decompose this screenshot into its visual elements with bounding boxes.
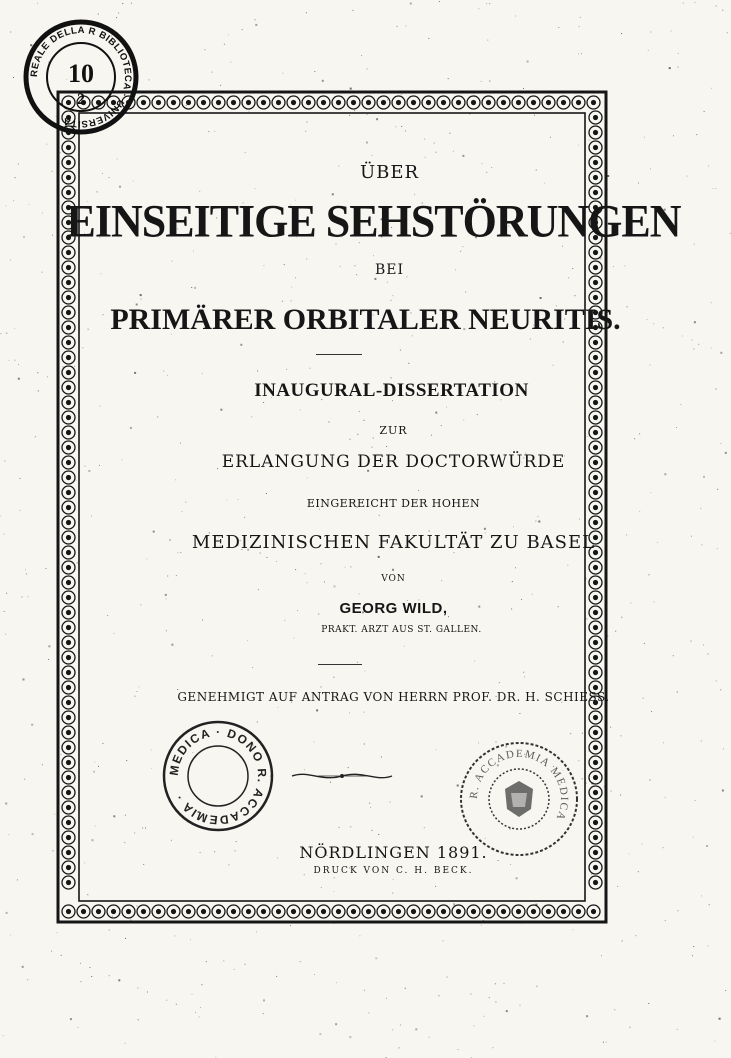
author-name: GEORG WILD, bbox=[339, 600, 448, 617]
fakultaet-line: MEDIZINISCHEN FAKULTÄT ZU BASEL bbox=[191, 532, 596, 553]
stamp-ring-text: MEDICA · DONO R. ACCADEMIA · bbox=[166, 724, 270, 828]
eingereicht-line: EINGEREICHT DER HOHEN bbox=[306, 497, 481, 510]
line-bei: BEI bbox=[374, 262, 405, 278]
erlangung-line: ERLANGUNG DER DOCTORWÜRDE bbox=[221, 452, 566, 472]
dissertation-heading: INAUGURAL-DISSERTATION bbox=[254, 380, 529, 401]
line-uber: ÜBER bbox=[359, 162, 420, 183]
academy-stamp bbox=[160, 718, 276, 834]
main-title: EINSEITIGE SEHSTÖRUNGEN bbox=[66, 195, 681, 248]
place-year: NÖRDLINGEN 1891. bbox=[299, 843, 488, 862]
divider-rule bbox=[318, 664, 362, 665]
stamp-crest-icon bbox=[505, 781, 533, 817]
svg-text:MEDICA · DONO R. ACCADEMIA · bbox=[167, 725, 270, 827]
subtitle: PRIMÄRER ORBITALER NEURITIS. bbox=[110, 303, 621, 336]
library-stamp bbox=[22, 18, 140, 136]
divider-rule bbox=[316, 354, 362, 355]
decorative-flourish bbox=[288, 766, 396, 786]
printer-line: DRUCK VON C. H. BECK. bbox=[313, 866, 474, 876]
faded-stamp bbox=[455, 737, 583, 861]
line-von: VON bbox=[381, 574, 406, 584]
stamp-ring-text: REALE DELLA R BIBLIOTECA · UNIVERSITÀ · bbox=[28, 24, 134, 130]
approval-line: GENEHMIGT AUF ANTRAG VON HERRN PROF. DR. H. SCHIESS. bbox=[177, 690, 610, 704]
stamp-ring-text: R. ACCADEMIA MEDICA bbox=[467, 747, 571, 823]
author-title: PRAKT. ARZT AUS ST. GALLEN. bbox=[321, 625, 482, 635]
stamp-number: 10 bbox=[68, 59, 94, 88]
stamp-number-secondary: 2 bbox=[77, 91, 85, 108]
line-zur: ZUR bbox=[379, 424, 408, 437]
